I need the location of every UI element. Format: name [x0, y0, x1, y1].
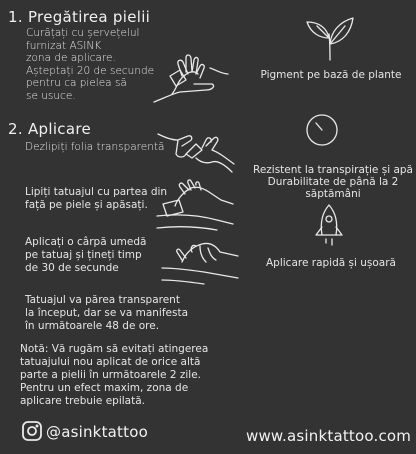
section1-heading: 1. Pregătirea pielii [8, 8, 151, 26]
section1-line: pentru ca pielea să [26, 77, 127, 89]
note2-text [20, 343, 208, 408]
feature-plant-text [250, 69, 412, 81]
section1-line: Curățați cu șervețelul [26, 27, 140, 39]
note1-line: în următoarele 48 de ore. [25, 320, 160, 332]
step3-line: de 30 de secunde [25, 262, 119, 274]
step2-text [25, 186, 167, 212]
note1-line: la început, dar se va manifesta [25, 307, 189, 319]
hands-wiping-icon [150, 50, 230, 110]
rocket-icon [312, 203, 346, 247]
step3-text [25, 236, 146, 275]
feature-time-text [250, 164, 416, 200]
instagram-icon[interactable] [22, 421, 42, 441]
step2-line: față pe piele și apăsați. [25, 199, 148, 211]
feature-time-line: Rezistent la transpirație și apă [253, 164, 413, 176]
feature-plant-line: Pigment pe bază de plante [260, 69, 402, 81]
note1-line: Tatuajul va părea transparent [25, 294, 180, 306]
note2-line: Pentru un efect maxim, zona de [20, 382, 189, 394]
note2-line: parte a pielii în următoarele 2 zile. [20, 369, 201, 381]
cloth-on-arm-icon [160, 238, 240, 286]
section1-text [26, 27, 154, 102]
note2-line: aplicare trebuie epilată. [20, 395, 146, 407]
section1-line: Așteptați 20 de secunde [26, 64, 155, 77]
step3-line: Aplicați o cârpă umedă [25, 236, 147, 248]
section2-heading: 2. Aplicare [8, 120, 92, 138]
leaves-icon [305, 14, 355, 62]
clock-icon [305, 113, 339, 147]
section1-line: se usuce. [26, 89, 76, 102]
feature-time-line: Durabilitate de până la 2 săptămâni [267, 176, 399, 200]
step1-line: Dezlipiți folia transparentă [25, 141, 165, 153]
hands-peeling-icon [156, 124, 236, 174]
feature-rocket-text [250, 257, 412, 269]
section1-line: furnizat ASINK [26, 39, 102, 52]
step1-text [25, 141, 164, 154]
note2-line: tatuajului nou aplicat de orice altă [20, 356, 201, 368]
feature-rocket-line: Aplicare rapidă și ușoară [265, 257, 396, 269]
section1-line: zona de aplicare. [26, 52, 116, 64]
step2-line: Lipiți tatuajul cu partea din [25, 186, 168, 198]
website-link[interactable]: www.asinktattoo.com [246, 427, 412, 445]
step3-line: pe tatuaj și țineți timp [25, 249, 142, 261]
note1-text [25, 294, 188, 333]
hand-pressing-icon [155, 180, 235, 230]
instagram-handle[interactable]: @asinktattoo [46, 423, 148, 441]
note2-line: Notă: Vă rugăm să evitați atingerea [20, 343, 209, 355]
